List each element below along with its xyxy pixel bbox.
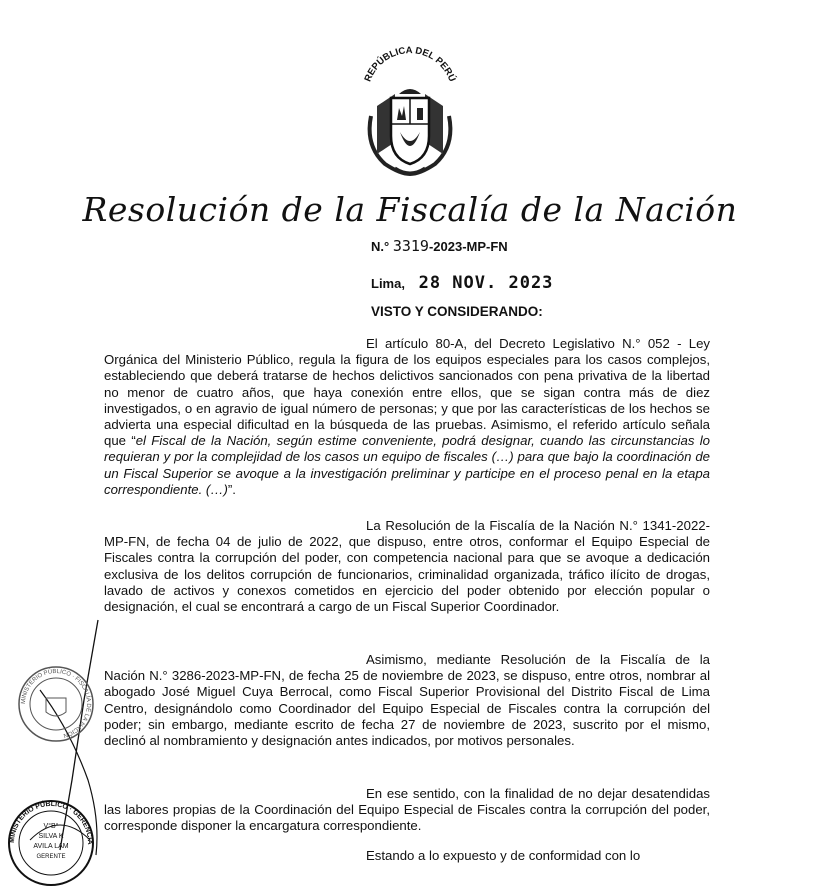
- section-heading: VISTO Y CONSIDERANDO:: [371, 304, 543, 319]
- paragraph-1: [104, 336, 710, 498]
- paragraph-4: [104, 786, 710, 835]
- resolution-number: [371, 237, 508, 255]
- paragraph-5: [104, 848, 710, 864]
- paragraph-2: [104, 518, 710, 615]
- seal-text: REPÚBLICA DEL PERÚ: [362, 46, 458, 84]
- paragraph-1-quote: el Fiscal de la Nación, según estime conveniente, podrá designar, cuando las circunstancias lo requieran y por la complejidad de los casos un equipo de fiscales (…) para que bajo la coordinación de un Fiscal Superior se avoque a la investigación preliminar y participe en el proceso penal en la etapa correspondiente. (…): [104, 433, 710, 497]
- stamp-2-line-1: V°B°: [43, 823, 59, 830]
- official-stamp-icon: [16, 664, 96, 744]
- stamp-2-line-3: AVILA LAM: [33, 843, 69, 850]
- resolution-handwritten-number: 3319: [392, 237, 429, 255]
- paragraph-5-text: Estando a lo expuesto y de conformidad con lo: [366, 848, 641, 863]
- paragraph-1-end: ”.: [227, 481, 236, 497]
- stamp-1-ring-text: MINISTERIO PÚBLICO · FISCALÍA DE LA NACIÓN: [20, 668, 92, 739]
- resolution-prefix: N.°: [371, 239, 390, 254]
- approval-stamp-icon: [6, 798, 96, 888]
- paragraph-2-text: La Resolución de la Fiscalía de la Nación N.° 1341-2022-MP-FN, de fecha 04 de julio de 2022, que dispuso, entre otros, conformar el Equipo Especial de Fiscales contra la corrupción del poder, con competencia nacional para que se avoque a dedicación exclusiva de los delitos corrupción de funcionarios, criminalidad organizada, tráfico ilícito de drogas, lavado de activos y conexos cometidos en ejercicio del poder obtenido por elección popular o designación, el cual se encontrará a cargo de un Fiscal Superior Coordinador.: [104, 518, 710, 615]
- coat-of-arms-icon: [355, 46, 465, 180]
- place-label: Lima,: [371, 276, 405, 291]
- place-date: [371, 273, 553, 293]
- document-title: Resolución de la Fiscalía de la Nación: [82, 190, 738, 229]
- svg-text:REPÚBLICA DEL PERÚ: [362, 46, 458, 83]
- paragraph-3-text: Asimismo, mediante Resolución de la Fiscalía de la Nación N.° 3286-2023-MP-FN, de fecha 25 de noviembre de 2023, se dispuso, entre otros, nombrar al abogado José Miguel Cuya Berrocal, como Fiscal Superior Provisional del Distrito Fiscal de Lima Centro, designándolo como Coordinador del Equipo Especial de Fiscales contra la corrupción del poder; sin embargo, mediante escrito de fecha 27 de noviembre de 2023, suscrito por el mismo, declinó al nombramiento y designación antes indicados, por motivos personales.: [104, 652, 710, 749]
- stamp-2-line-4: GERENTE: [36, 854, 66, 860]
- paragraph-3: [104, 652, 710, 749]
- paragraph-4-text: En ese sentido, con la finalidad de no dejar desatendidas las labores propias de la Coordinación del Equipo Especial de Fiscales contra la corrupción del poder, corresponde disponer la encargatura correspondiente.: [104, 786, 710, 834]
- date-stamp: 28 NOV. 2023: [418, 273, 554, 293]
- stamp-2-ring-text: MINISTERIO PÚBLICO · GERENCIA: [8, 800, 94, 845]
- stamp-2-line-2: SILVA K: [38, 833, 64, 840]
- svg-text:MINISTERIO PÚBLICO · FISCALÍA: [21, 668, 91, 738]
- paragraph-1-text: El artículo 80-A, del Decreto Legislativo N.° 052 - Ley Orgánica del Ministerio Público, regula la figura de los equipos especiales para los casos complejos, estableciendo que deberá tratarse de hechos delictivos sancionados con pena privativa de la libertad no menor de cuatro años, que haya conexión entre ellos, que se sigan contra más de diez investigados, o en agravio de igual número de personas; y que por las características de los hechos se advierta una especial dificultad en la búsqueda de las pruebas. Asimismo, el referido artículo señala que “: [104, 336, 710, 449]
- resolution-suffix: -2023-MP-FN: [428, 239, 508, 254]
